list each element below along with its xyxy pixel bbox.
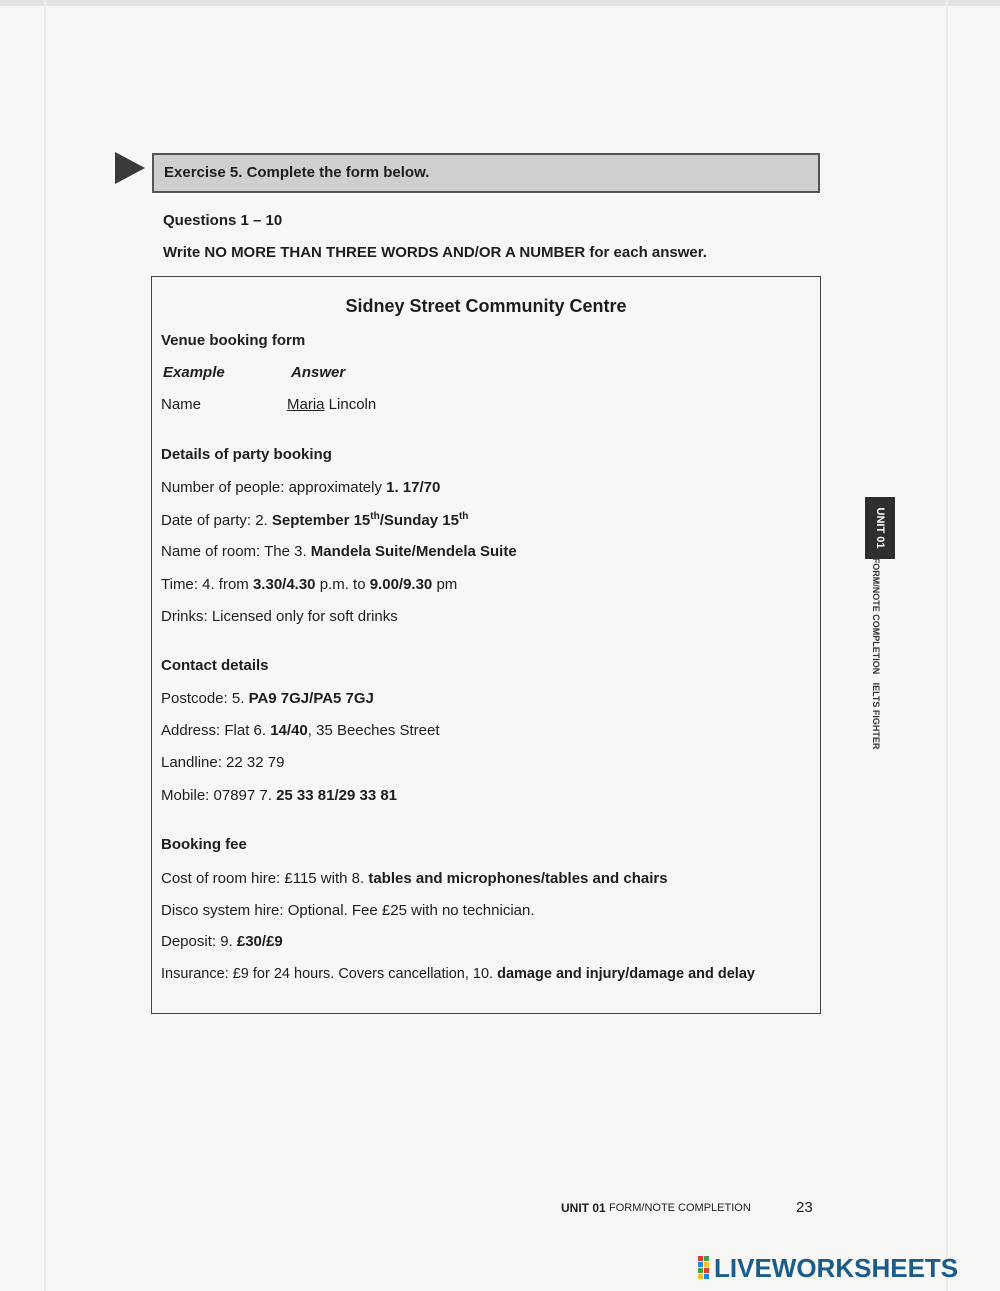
answer-7: 25 33 81/29 33 81 bbox=[276, 787, 398, 804]
room-hire-prefix: Cost of room hire: £115 with 8. bbox=[161, 870, 369, 887]
line-address bbox=[161, 722, 440, 739]
room-prefix: Name of room: The 3. bbox=[161, 543, 311, 560]
instructions: Write NO MORE THAN THREE WORDS AND/OR A NUMBER for each answer. bbox=[163, 244, 707, 261]
line-drinks: Drinks: Licensed only for soft drinks bbox=[161, 608, 398, 625]
people-prefix: Number of people: approximately bbox=[161, 479, 387, 496]
form-title: Sidney Street Community Centre bbox=[345, 296, 627, 316]
page-number: 23 bbox=[796, 1199, 813, 1216]
time-mid: p.m. to bbox=[315, 576, 370, 593]
answer-1: 1. 17/70 bbox=[386, 479, 441, 496]
line-time bbox=[161, 576, 457, 593]
date-prefix: Date of party: 2. bbox=[161, 512, 272, 529]
section-party-heading: Details of party booking bbox=[161, 446, 332, 463]
deposit-prefix: Deposit: 9. bbox=[161, 933, 237, 950]
line-disco: Disco system hire: Optional. Fee £25 with no technician. bbox=[161, 902, 535, 919]
liveworksheets-logo-icon bbox=[698, 1256, 710, 1282]
play-arrow-icon bbox=[115, 152, 145, 184]
answer-label: Answer bbox=[291, 364, 346, 381]
scan-edge-top bbox=[0, 0, 1000, 6]
line-date bbox=[161, 511, 468, 529]
name-example-answer bbox=[287, 396, 376, 413]
name-label: Name bbox=[161, 396, 202, 413]
liveworksheets-watermark: LIVEWORKSHEETS bbox=[714, 1253, 959, 1283]
exercise-title-bar bbox=[152, 153, 820, 193]
footer-unit: UNIT 01 bbox=[561, 1201, 606, 1215]
line-insurance bbox=[161, 966, 755, 982]
answer-2-b: /Sunday 15 bbox=[379, 512, 459, 529]
insurance-prefix: Insurance: £9 for 24 hours. Covers cancellation, 10. bbox=[161, 966, 498, 982]
exercise-title: Exercise 5. Complete the form below. bbox=[164, 164, 430, 181]
answer-2-a: September 15 bbox=[271, 512, 371, 529]
section-contact-heading: Contact details bbox=[161, 657, 269, 674]
time-prefix: Time: 4. from bbox=[161, 576, 253, 593]
line-deposit bbox=[161, 933, 283, 950]
line-people bbox=[161, 479, 440, 496]
answer-5: PA9 7GJ/PA5 7GJ bbox=[248, 690, 374, 707]
line-landline: Landline: 22 32 79 bbox=[161, 754, 285, 771]
scan-edge-right bbox=[946, 0, 948, 1291]
address-prefix: Address: Flat 6. bbox=[161, 722, 271, 739]
time-suffix: pm bbox=[432, 576, 458, 593]
answer-2-b-sup: th bbox=[458, 511, 469, 522]
example-label: Example bbox=[163, 364, 225, 381]
line-mobile bbox=[161, 787, 397, 804]
answer-2-a-sup: th bbox=[370, 511, 380, 522]
line-room bbox=[161, 543, 517, 560]
name-last: Lincoln bbox=[324, 396, 377, 413]
answer-2 bbox=[272, 512, 469, 529]
postcode-prefix: Postcode: 5. bbox=[161, 690, 249, 707]
form-subtitle: Venue booking form bbox=[161, 332, 306, 349]
section-fee-heading: Booking fee bbox=[161, 836, 247, 853]
answer-3: Mandela Suite/Mendela Suite bbox=[310, 543, 517, 560]
footer-title: FORM/NOTE COMPLETION bbox=[609, 1202, 751, 1214]
answer-6: 14/40 bbox=[270, 722, 308, 739]
answer-8: tables and microphones/tables and chairs bbox=[368, 870, 668, 887]
side-brand-label: IELTS FIGHTER bbox=[871, 682, 881, 750]
name-first: Maria bbox=[287, 396, 325, 413]
unit-side-tab-label: UNIT 01 bbox=[874, 507, 886, 549]
answer-9: £30/£9 bbox=[236, 933, 283, 950]
scan-edge-left bbox=[44, 0, 46, 1291]
side-section-label: FORM/NOTE COMPLETION bbox=[871, 557, 881, 675]
questions-heading: Questions 1 – 10 bbox=[163, 212, 283, 229]
answer-10: damage and injury/damage and delay bbox=[497, 966, 755, 982]
address-suffix: , 35 Beeches Street bbox=[307, 722, 440, 739]
mobile-prefix: Mobile: 07897 7. bbox=[161, 787, 277, 804]
unit-side-tab bbox=[865, 497, 895, 559]
line-postcode bbox=[161, 690, 374, 707]
line-room-hire bbox=[161, 870, 668, 887]
answer-4-from: 3.30/4.30 bbox=[252, 576, 316, 593]
answer-4-to: 9.00/9.30 bbox=[369, 576, 433, 593]
